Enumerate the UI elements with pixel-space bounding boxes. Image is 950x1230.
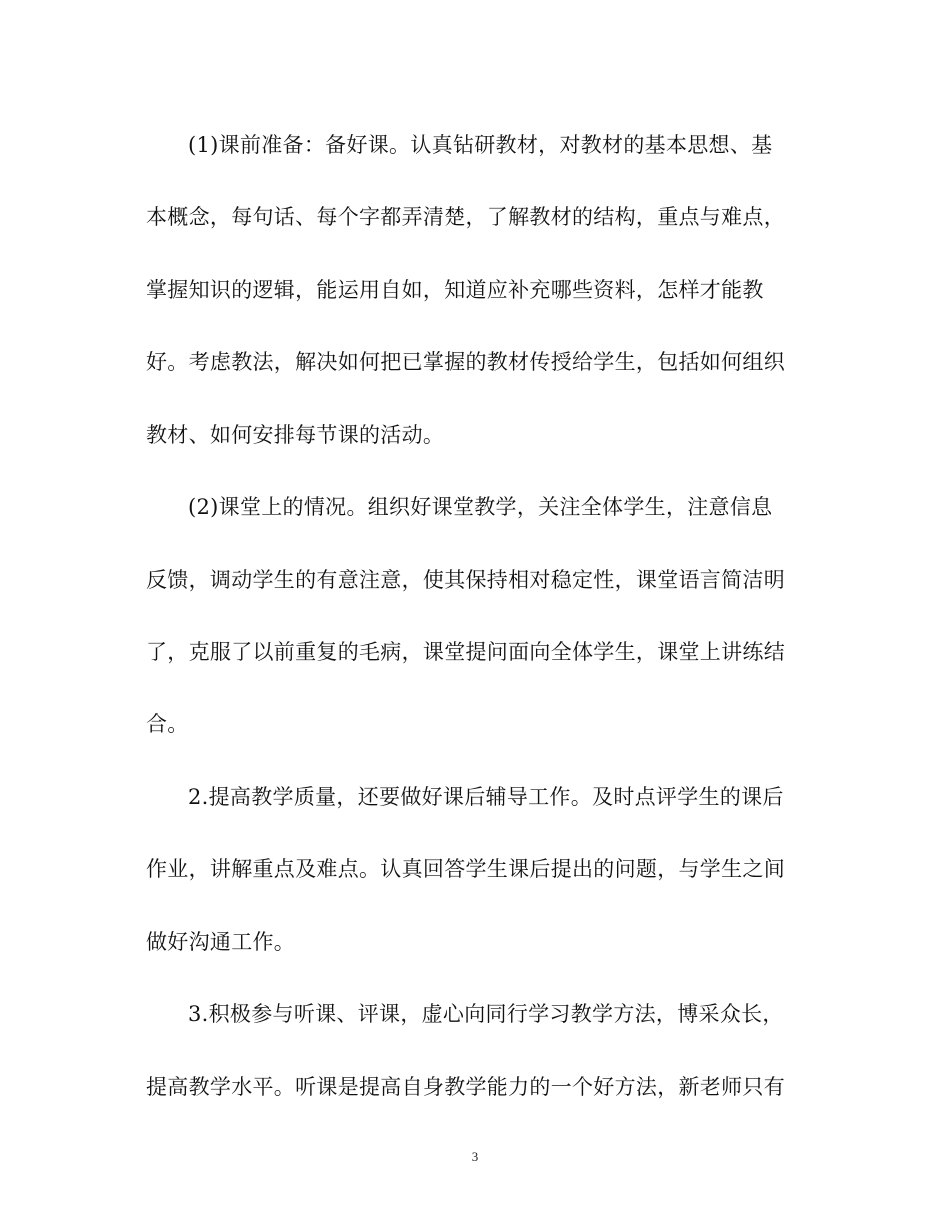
page-number: 3 xyxy=(471,1149,479,1164)
paragraph-line: 了，克服了以前重复的毛病，课堂提问面向全体学生，课堂上讲练结 xyxy=(146,640,785,664)
paragraph-line: 掌握知识的逻辑，能运用自如，知道应补充哪些资料，怎样才能教 xyxy=(146,278,764,302)
paragraph-line: 反馈，调动学生的有意注意，使其保持相对稳定性，课堂语言简洁明 xyxy=(146,568,785,592)
paragraph-line: 教材、如何安排每节课的活动。 xyxy=(146,423,445,447)
paragraph-line: (2)课堂上的情况。组织好课堂教学，关注全体学生，注意信息 xyxy=(188,495,773,519)
paragraph-line: 本概念，每句话、每个字都弄清楚，了解教材的结构，重点与难点， xyxy=(146,205,785,229)
paragraph-line: (1)课前准备：备好课。认真钻研教材，对教材的基本思想、基 xyxy=(188,133,773,157)
paragraph-line: 3.积极参与听课、评课，虚心向同行学习教学方法，博采众长， xyxy=(188,1002,784,1026)
paragraph-line: 合。 xyxy=(146,712,189,736)
paragraph-line: 2.提高教学质量，还要做好课后辅导工作。及时点评学生的课后 xyxy=(188,785,784,809)
paragraph-line: 提高教学水平。听课是提高自身教学能力的一个好方法，新老师只有 xyxy=(146,1075,785,1099)
paragraph-line: 好。考虑教法，解决如何把已掌握的教材传授给学生，包括如何组织 xyxy=(146,350,785,374)
paragraph-line: 作业，讲解重点及难点。认真回答学生课后提出的问题，与学生之间 xyxy=(146,857,785,881)
paragraph-line: 做好沟通工作。 xyxy=(146,930,296,954)
